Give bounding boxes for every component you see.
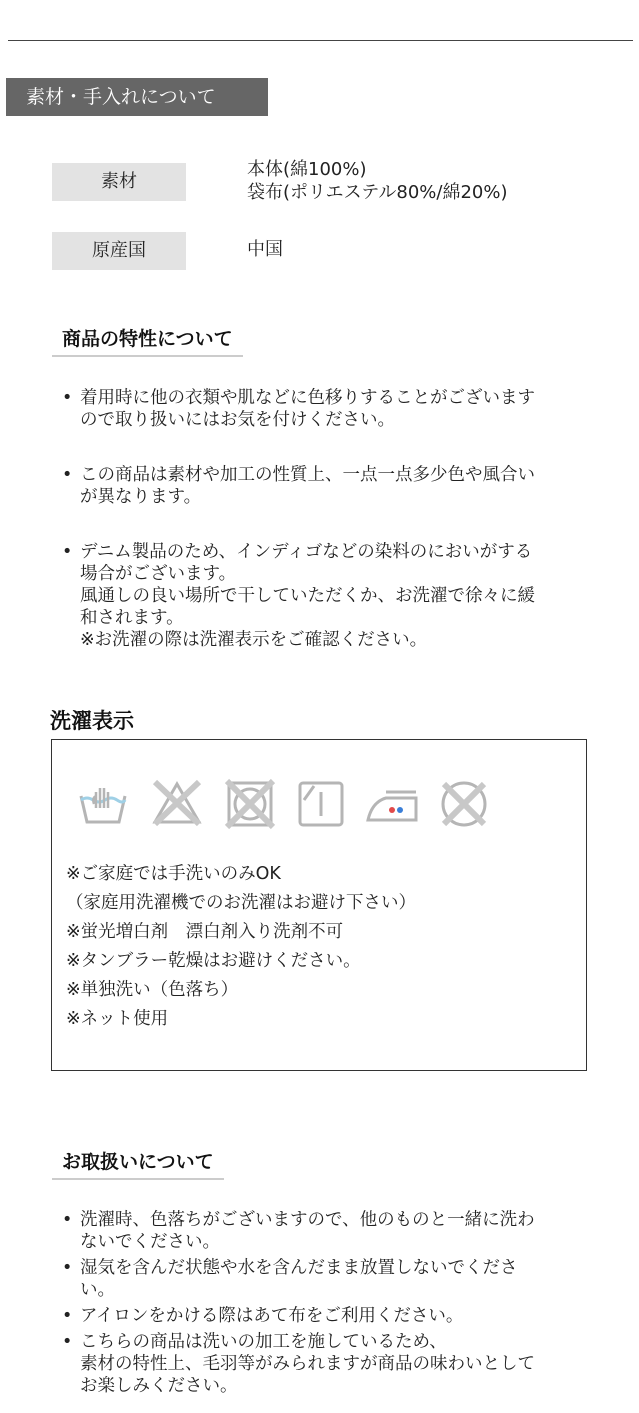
list-item: • この商品は素材や加工の性質上、一点一点多少色や風合い が異なります。	[62, 464, 592, 508]
washing-heading: 洗濯表示	[50, 709, 134, 733]
material-line: 袋布(ポリエステル80%/綿20%)	[247, 182, 508, 203]
origin-value	[247, 238, 283, 261]
list-item: • こちらの商品は洗いの加工を施しているため、 素材の特性上、毛羽等がみられますが商品の味わいとして お楽しみください。	[62, 1331, 592, 1397]
handling-list	[62, 1209, 592, 1397]
origin-label: 原産国	[52, 232, 186, 270]
iron-low-icon	[364, 778, 422, 828]
list-item: • 着用時に他の衣類や肌などに色移りすることがございます ので取り扱いにはお気を付けください。	[62, 387, 592, 431]
no-dry-clean-icon	[438, 778, 490, 830]
characteristics-heading: 商品の特性について	[52, 326, 243, 357]
list-item: • デニム製品のため、インディゴなどの染料のにおいがする 場合がございます。 風通しの良い場所で干していただくか、お洗濯で徐々に緩 和されます。 ※お洗濯の際は洗濯表示をご確認ください。	[62, 541, 592, 651]
origin-line: 中国	[247, 239, 283, 260]
characteristics-list	[62, 387, 592, 651]
washing-note: （家庭用洗濯機でのお洗濯はお避け下さい）	[66, 893, 416, 913]
washing-note: ※ご家庭では手洗いのみOK	[66, 864, 281, 884]
no-bleach-icon	[151, 778, 203, 828]
top-divider	[8, 40, 633, 41]
drip-dry-shade-icon	[296, 778, 346, 830]
material-value	[247, 158, 508, 204]
washing-note: ※タンブラー乾燥はお避けください。	[66, 951, 361, 971]
section-title: 素材・手入れについて	[6, 78, 268, 116]
washing-note: ※単独洗い（色落ち）	[66, 980, 239, 1000]
handling-heading: お取扱いについて	[52, 1149, 224, 1180]
washing-note: ※ネット使用	[66, 1009, 169, 1029]
hand-wash-icon	[78, 778, 128, 828]
washing-box	[51, 739, 587, 1071]
list-item: • アイロンをかける際はあて布をご利用ください。	[62, 1305, 592, 1327]
washing-notes	[66, 860, 416, 1034]
no-tumble-dry-icon	[224, 778, 276, 830]
list-item: • 洗濯時、色落ちがございますので、他のものと一緒に洗わ ないでください。	[62, 1209, 592, 1253]
material-label: 素材	[52, 163, 186, 201]
list-item: • 湿気を含んだ状態や水を含んだまま放置しないでくださ い。	[62, 1257, 592, 1301]
washing-note: ※蛍光増白剤 漂白剤入り洗剤不可	[66, 922, 344, 942]
material-line: 本体(綿100%)	[247, 159, 367, 180]
